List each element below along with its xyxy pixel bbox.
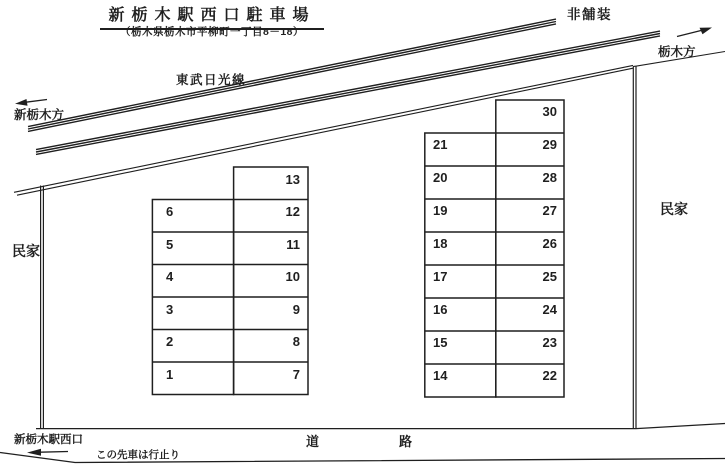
page-subtitle: （栃木県栃木市平柳町一丁目8－18） — [119, 26, 305, 38]
parking-space-8: 8 — [292, 334, 300, 349]
railway-track-lower — [36, 31, 660, 154]
left-fence — [41, 186, 44, 430]
dead-end-notice-label: この先車は行止り — [96, 449, 180, 461]
tochigi-direction-label: 栃木方 — [658, 45, 696, 59]
private-house-right-label: 民家 — [660, 201, 688, 217]
private-house-left-label: 民家 — [12, 243, 40, 259]
parking-space-23: 23 — [542, 335, 557, 350]
parking-space-28: 28 — [542, 170, 557, 185]
road-top-line — [36, 424, 725, 429]
parking-space-10: 10 — [285, 269, 300, 284]
parking-space-14: 14 — [433, 368, 448, 383]
page-title: 新栃木駅西口駐車場 — [100, 2, 324, 30]
shin-tochigi-direction-label: 新栃木方 — [14, 108, 65, 122]
parking-space-19: 19 — [433, 203, 448, 218]
parking-space-29: 29 — [542, 137, 557, 152]
road-label: 道路 — [306, 434, 493, 449]
parking-space-11: 11 — [286, 237, 300, 252]
parking-space-12: 12 — [285, 204, 300, 219]
parking-space-6: 6 — [166, 204, 174, 219]
parking-space-27: 27 — [542, 203, 557, 218]
parking-space-21: 21 — [433, 137, 448, 152]
parking-space-26: 26 — [542, 236, 557, 251]
station-west-exit-label: 新栃木駅西口 — [14, 434, 83, 446]
tobu-nikko-line-label: 東武日光線 — [176, 73, 247, 87]
parking-space-17: 17 — [433, 269, 448, 284]
arrow-tochigi-icon — [677, 28, 712, 37]
parking-space-3: 3 — [166, 302, 174, 317]
parking-space-2: 2 — [166, 334, 174, 349]
parking-space-1: 1 — [166, 367, 174, 382]
arrow-station-exit-icon — [27, 449, 68, 456]
parking-space-30: 30 — [542, 104, 557, 119]
parking-space-16: 16 — [433, 302, 448, 317]
parking-space-4: 4 — [166, 269, 174, 284]
parking-space-7: 7 — [292, 367, 300, 382]
parking-space-15: 15 — [433, 335, 448, 350]
parking-space-18: 18 — [433, 236, 448, 251]
parking-space-5: 5 — [166, 237, 174, 252]
parking-space-9: 9 — [292, 302, 300, 317]
parking-space-24: 24 — [542, 302, 557, 317]
unpaved-label: 非舗装 — [567, 7, 612, 22]
right-fence — [633, 67, 636, 430]
parking-space-25: 25 — [542, 269, 557, 284]
boundary-line — [14, 52, 725, 196]
parking-space-13: 13 — [285, 172, 300, 187]
parking-space-20: 20 — [433, 170, 448, 185]
parking-space-22: 22 — [542, 368, 557, 383]
